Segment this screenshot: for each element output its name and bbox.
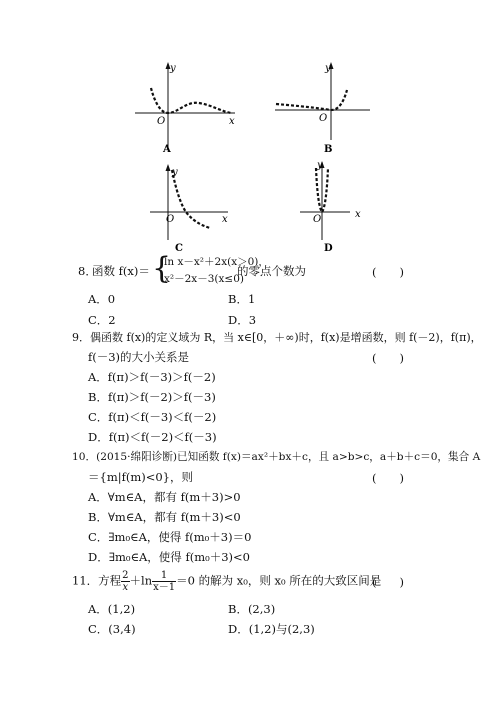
graph-c-curve bbox=[172, 170, 210, 228]
q9-option-c: C．f(π)＜f(－3)＜f(－2) bbox=[88, 410, 217, 424]
graph-c-label: C bbox=[175, 243, 183, 254]
q11-stem bbox=[72, 570, 381, 593]
graph-d bbox=[300, 160, 361, 254]
q9-stem-line-1: 9．偶函数 f(x)的定义域为 R，当 x∈[0，＋∞)时，f(x)是增函数，则 f(－2)，f(π)， bbox=[72, 331, 482, 344]
q10-answer-paren: ( ) bbox=[372, 471, 404, 485]
q9-option-d: D．f(π)＜f(－2)＜f(－3) bbox=[88, 430, 217, 444]
q11-text-b: ＋ln bbox=[129, 573, 153, 588]
q11-fraction-2: $\frac{1}{x-1}$ bbox=[153, 570, 176, 593]
graph-b-origin: O bbox=[319, 113, 328, 124]
q10-option-c: C．∃m₀∈A，使得 f(m₀＋3)＝0 bbox=[88, 530, 252, 544]
graph-c-origin: O bbox=[166, 214, 175, 225]
q10-option-b: B．∀m∈A，都有 f(m＋3)<0 bbox=[88, 510, 241, 524]
q10-option-a: A．∀m∈A，都有 f(m＋3)>0 bbox=[88, 490, 241, 504]
graph-d-x-label: x bbox=[355, 209, 361, 220]
graph-a-y-label: y bbox=[170, 63, 176, 74]
q11-option-b: B．(2,3) bbox=[228, 602, 276, 616]
graph-a bbox=[135, 62, 235, 155]
graph-b-y-label: y bbox=[325, 63, 331, 74]
graph-d-origin: O bbox=[313, 214, 322, 225]
answer-graphs bbox=[0, 0, 500, 260]
q11-option-d: D．(1,2)与(2,3) bbox=[228, 622, 315, 636]
graph-c-x-label: x bbox=[222, 214, 228, 225]
q10-stem-line-1: 10．(2015·绵阳诊断)已知函数 f(x)＝ax²＋bx＋c，且 a>b>c，a＋b＋c＝0，集合 A bbox=[72, 451, 481, 463]
q8-answer-paren: ( ) bbox=[372, 265, 404, 279]
q9-answer-paren: ( ) bbox=[372, 351, 404, 365]
q8-case-2: x²－2x－3(x≤0) bbox=[164, 273, 245, 285]
graph-d-y-label: y bbox=[317, 160, 323, 171]
q9-stem-line-2: f(－3)的大小关系是 bbox=[88, 350, 190, 364]
graph-b bbox=[275, 62, 370, 155]
q11-answer-paren: ( ) bbox=[372, 575, 404, 589]
q11-number: 11． bbox=[72, 573, 99, 588]
q8-case-1: ln x－x²＋2x(x＞0)， bbox=[164, 256, 269, 268]
q11-text-c: ＝0 的解为 x₀，则 x₀ 所在的大致区间是 bbox=[176, 573, 382, 588]
graph-d-label: D bbox=[324, 243, 333, 254]
q9-option-a: A．f(π)＞f(－3)＞f(－2) bbox=[88, 370, 216, 384]
q8-suffix: 的零点个数为 bbox=[237, 264, 306, 278]
q11-option-c: C．(3,4) bbox=[88, 622, 136, 636]
q8-option-c: C．2 bbox=[88, 313, 116, 327]
q10-stem-line-2: ＝{m|f(m)<0}，则 bbox=[88, 470, 193, 484]
graph-a-origin: O bbox=[157, 116, 166, 127]
graph-c-y-label: y bbox=[172, 167, 178, 178]
q10-option-d: D．∃m₀∈A，使得 f(m₀＋3)<0 bbox=[88, 550, 250, 564]
graph-b-label: B bbox=[324, 144, 333, 155]
graph-a-curve bbox=[151, 88, 232, 113]
q8-number: 8． bbox=[78, 264, 97, 278]
q8-option-a: A．0 bbox=[88, 292, 116, 306]
q9-option-b: B．f(π)＞f(－2)＞f(－3) bbox=[88, 390, 216, 404]
q8-option-d: D．3 bbox=[228, 313, 257, 327]
graph-a-label: A bbox=[163, 144, 171, 155]
graph-c bbox=[150, 164, 228, 254]
graph-b-curve bbox=[276, 90, 347, 110]
q11-option-a: A．(1,2) bbox=[88, 602, 136, 616]
graph-a-x-label: x bbox=[229, 116, 235, 127]
q8-prefix: 函数 f(x)＝ bbox=[92, 264, 150, 278]
q8-option-b: B．1 bbox=[228, 292, 256, 306]
q11-fraction-1: $\frac{2}{x}$ bbox=[122, 570, 129, 593]
q8-brace: { bbox=[152, 251, 172, 286]
q11-text-a: 方程 bbox=[98, 573, 122, 588]
